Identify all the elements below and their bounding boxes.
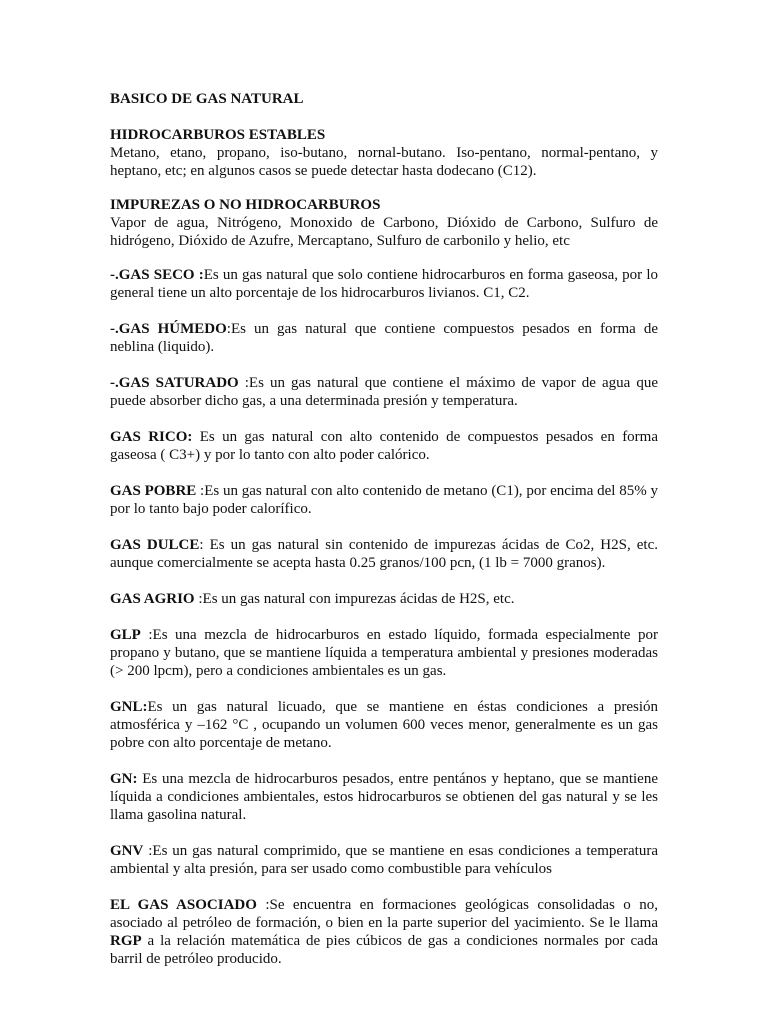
definition-body: :Es una mezcla de hidrocarburos en estado líquido, formada especialmente por propano y butano, que se mantiene líquida a temperatura ambiental y presiones moderadas (> 200 lpcm), pero a condiciones ambientales es un gas. [110,627,658,679]
definition-term: GAS POBRE [110,483,197,499]
section-impurezas [110,196,658,250]
definition-body: Es un gas natural con alto contenido de compuestos pesados en forma gaseosa ( C3+) y por lo tanto con alto poder calórico. [110,429,659,463]
definition-term: GAS DULCE [110,537,200,553]
definition-gas-saturado [110,374,658,410]
section-body: Vapor de agua, Nitrógeno, Monoxido de Carbono, Dióxido de Carbono, Sulfuro de hidrógeno, Dióxido de Azufre, Mercaptano, Sulfuro de carbonilo y helio, etc [110,215,658,249]
definition-body: Es una mezcla de hidrocarburos pesados, entre pentános y heptano, que se mantiene líquida a condiciones ambientales, estos hidrocarburos se obtienen del gas natural y se les llama gasolina natural. [110,771,658,823]
definition-gas-seco [110,266,658,302]
document-title: BASICO DE GAS NATURAL [110,91,304,107]
definition-gn [110,770,658,824]
definition-gas-asociado [110,896,658,968]
definition-term: GLP [110,627,141,643]
definition-term: GNL: [110,699,148,715]
section-heading: IMPUREZAS O NO HIDROCARBUROS [110,197,381,213]
definition-term: -.GAS SECO : [110,267,204,283]
definition-gas-rico [110,428,658,464]
definition-gnl [110,698,658,752]
definition-term: GAS RICO: [110,429,193,445]
definition-term: -.GAS SATURADO [110,375,239,391]
definition-gas-humedo [110,320,658,356]
definition-gas-pobre [110,482,658,518]
section-heading: HIDROCARBUROS ESTABLES [110,127,326,143]
section-hidrocarburos-estables [110,126,658,180]
definition-body-part-a: :Se encuentra en formaciones geológicas consolidadas o no, asociado al petróleo de formación, o bien en la parte superior del yacimiento. Se le llama [110,897,658,931]
definition-inline-term: RGP [110,933,142,949]
definition-term: GAS AGRIO [110,591,195,607]
definition-gas-agrio [110,590,658,608]
definition-body: Es un gas natural que solo contiene hidrocarburos en forma gaseosa, por lo general tiene un alto porcentaje de los hidrocarburos livianos. C1, C2. [110,267,658,301]
definition-term: -.GAS HÚMEDO [110,321,227,337]
definition-body: :Es un gas natural que contiene compuestos pesados en forma de neblina (liquido). [110,321,658,355]
definition-body: Es un gas natural licuado, que se mantiene en éstas condiciones a presión atmosférica y –162 °C , ocupando un volumen 600 veces menor, generalmente es un gas pobre con alto porcentaje de metano. [110,699,658,751]
definition-body: :Es un gas natural que contiene el máximo de vapor de agua que puede absorber dicho gas, a una determinada presión y temperatura. [110,375,658,409]
definition-term: GNV [110,843,144,859]
definition-term: EL GAS ASOCIADO [110,897,257,913]
definition-body: :Es un gas natural con impurezas ácidas de H2S, etc. [194,591,515,607]
definition-gnv [110,842,658,878]
section-body: Metano, etano, propano, iso-butano, nornal-butano. Iso-pentano, normal-pentano, y heptano, etc; en algunos casos se puede detectar hasta dodecano (C12). [110,145,658,179]
definition-glp [110,626,658,680]
definition-gas-dulce [110,536,658,572]
definition-body-part-b: a la relación matemática de pies cúbicos de gas a condiciones normales por cada barril de petróleo producido. [110,933,658,967]
document-page [110,90,658,986]
definition-body: : Es un gas natural sin contenido de impurezas ácidas de Co2, H2S, etc. aunque comercialmente se acepta hasta 0.25 granos/100 pcn, (1 lb = 7000 granos). [110,537,658,571]
definition-body: :Es un gas natural comprimido, que se mantiene en esas condiciones a temperatura ambiental y alta presión, para ser usado como combustible para vehículos [110,843,658,877]
definition-body: :Es un gas natural con alto contenido de metano (C1), por encima del 85% y por lo tanto bajo poder calorífico. [110,483,658,517]
definition-term: GN: [110,771,138,787]
